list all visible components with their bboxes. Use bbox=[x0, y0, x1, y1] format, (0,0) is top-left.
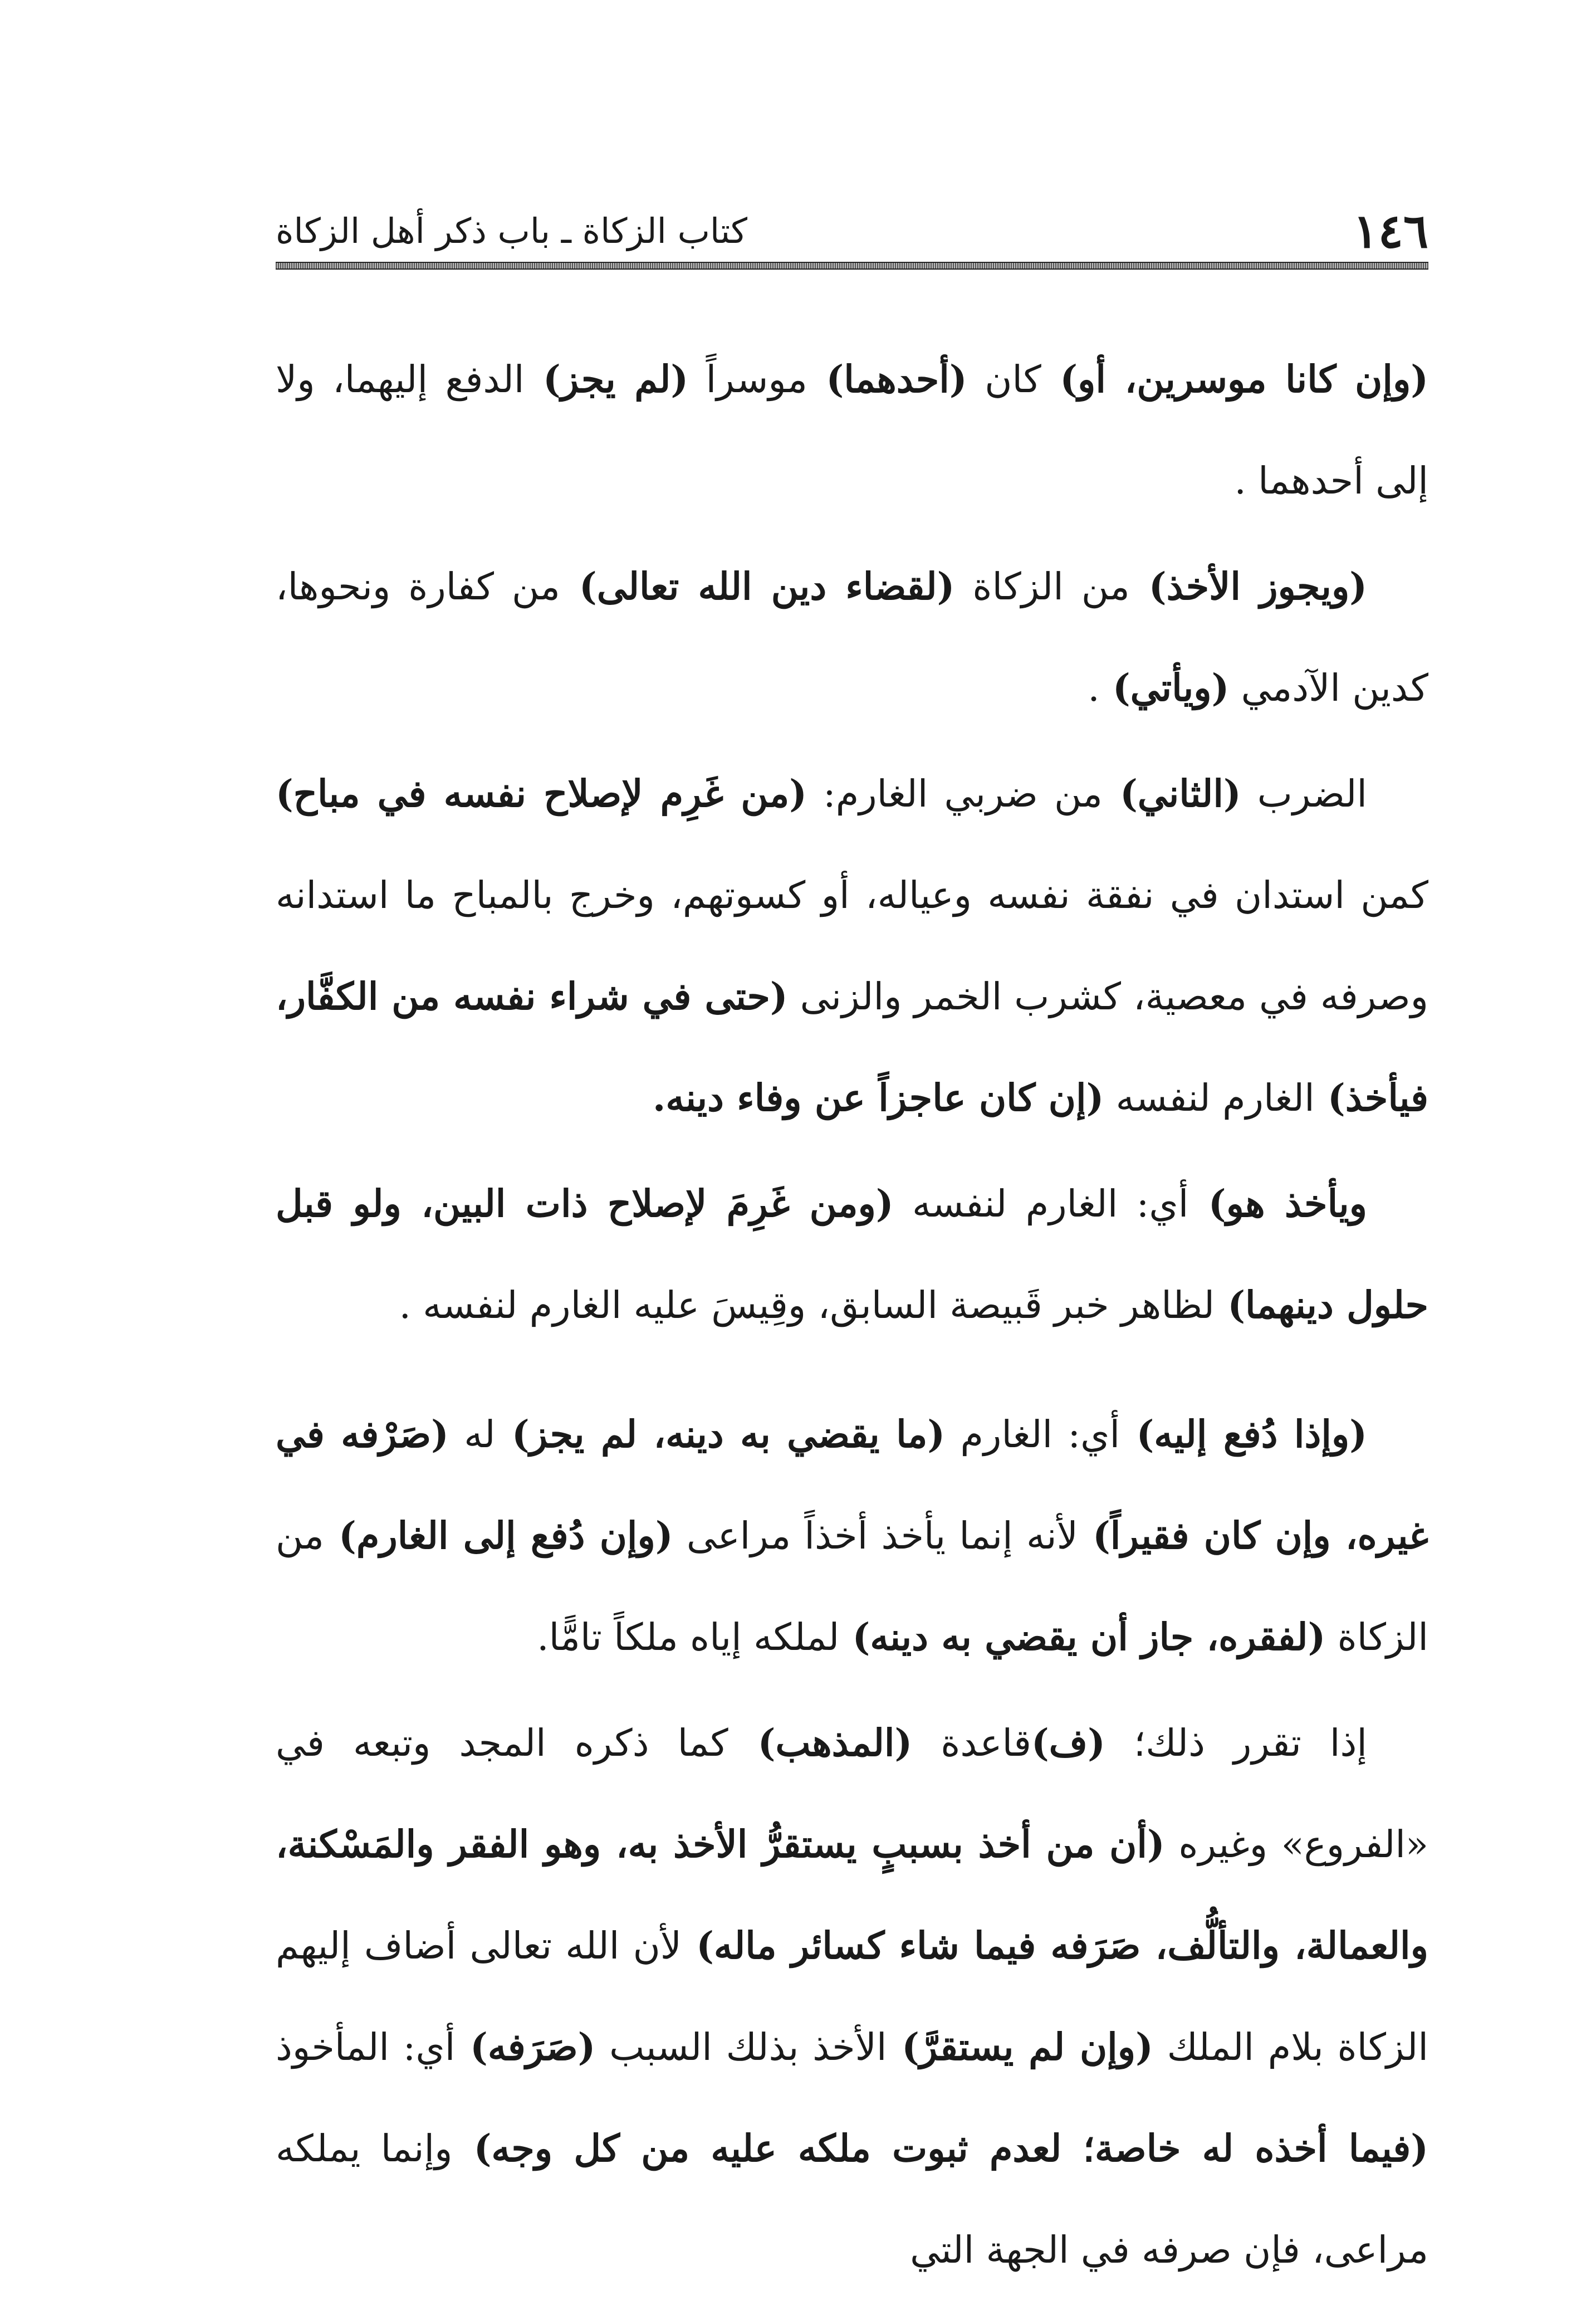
bold-matn-text: (ومن غَرِمَ لإصلاح ذات البين، ولو قبل حلول دينهما) bbox=[276, 1181, 1428, 1327]
commentary-text: كمن استدان في نفقة نفسه وعياله، أو كسوتهم، وخرج بالمباح ما استدانه وصرفه في معصية، كشرب الخمر والزنى bbox=[276, 873, 1428, 1018]
running-title: كتاب الزكاة ـ باب ذكر أهل الزكاة bbox=[276, 211, 748, 251]
bold-matn-text: (ما يقضي به دينه، لم يجز) bbox=[495, 1412, 946, 1456]
paragraph bbox=[276, 1153, 1428, 1356]
bold-matn-text: (صَرَفه) bbox=[455, 2025, 596, 2069]
header-divider bbox=[276, 262, 1428, 270]
commentary-text: لأن الله تعالى أضاف إليهم الزكاة بلام الملك bbox=[276, 1924, 1428, 2069]
commentary-text: إذا تقرر ذلك؛ bbox=[1105, 1721, 1367, 1765]
body-text bbox=[276, 329, 1428, 2305]
bold-matn-text: (ويجوز الأخذ) bbox=[1129, 564, 1368, 608]
commentary-text: كما ذكره المجد وتبعه في «الفروع» وغيره bbox=[276, 1721, 1428, 1866]
commentary-text: كان bbox=[967, 358, 1041, 401]
paragraph bbox=[276, 743, 1428, 1149]
commentary-text: موسراً bbox=[688, 358, 807, 401]
bold-matn-text: (ف) bbox=[1031, 1721, 1105, 1765]
commentary-text: من ضربي الغارم: bbox=[806, 772, 1103, 815]
commentary-text: الأخذ بذلك السبب bbox=[595, 2025, 887, 2069]
bold-matn-text: (أن من أخذ بسببٍ يستقرُّ الأخذ به، وهو الفقر والمَسْكنة، والعمالة، والتألُّف، صَرَفه فيما شاء كسائر ماله) bbox=[276, 1822, 1428, 1967]
commentary-text: لظاهر خبر قَبيصة السابق، وقِيسَ عليه الغارم لنفسه . bbox=[399, 1283, 1215, 1327]
paragraph bbox=[276, 536, 1428, 739]
commentary-text: لأنه إنما يأخذ أخذاً مراعى bbox=[673, 1514, 1078, 1557]
bold-matn-text: (الثاني) bbox=[1102, 771, 1241, 815]
commentary-text: أي: الغارم لنفسه bbox=[893, 1182, 1189, 1225]
bold-matn-text: (من غَرِم لإصلاح نفسه في مباح) bbox=[276, 771, 807, 815]
bold-matn-text: (وإن لم يستقرَّ) bbox=[887, 2025, 1153, 2069]
commentary-text: الدفع إليهما، ولا إلى أحدهما . bbox=[276, 358, 1428, 502]
bold-matn-text: (وإن دُفع إلى الغارم) bbox=[324, 1513, 673, 1557]
commentary-text: الضرب bbox=[1241, 772, 1367, 815]
bold-matn-text: (فيما أخذه له خاصة؛ لعدم ثبوت ملكه عليه من كل وجه) bbox=[452, 2126, 1428, 2170]
commentary-text: قاعدة bbox=[912, 1721, 1031, 1765]
commentary-text: وإنما يملكه مراعى، فإن صرفه في الجهة التي bbox=[276, 2127, 1428, 2272]
paragraph bbox=[276, 1384, 1428, 1688]
bold-matn-text: (ويأتي) bbox=[1099, 666, 1230, 710]
bold-matn-text: ويأخذ هو) bbox=[1188, 1181, 1368, 1225]
bold-matn-text: (لم يجز) bbox=[524, 357, 689, 401]
paragraph bbox=[276, 329, 1428, 531]
page-header bbox=[276, 203, 1428, 258]
bold-matn-text: (وإن كانا موسرين، أو) bbox=[1041, 357, 1429, 401]
bold-matn-text: (وإذا دُفع إليه) bbox=[1120, 1412, 1367, 1456]
bold-matn-text: (إن كان عاجزاً عن وفاء دينه. bbox=[653, 1076, 1104, 1120]
commentary-text: من كفارة ونحوها، كدين الآدمي bbox=[276, 565, 1428, 710]
bold-matn-text: (حتى في شراء نفسه من الكفَّار، فيأخذ) bbox=[276, 974, 1428, 1120]
commentary-text: من الزكاة bbox=[954, 565, 1130, 608]
commentary-text: الغارم لنفسه bbox=[1104, 1076, 1315, 1120]
commentary-text: لملكه إياه ملكاً تامًّا. bbox=[537, 1615, 840, 1659]
page-number: ١٤٦ bbox=[1353, 203, 1428, 258]
bold-matn-text: (أحدهما) bbox=[807, 357, 967, 401]
commentary-text: أي: الغارم bbox=[945, 1413, 1120, 1456]
bold-matn-text: (المذهب) bbox=[728, 1721, 913, 1765]
bold-matn-text: (لفقره، جاز أن يقضي به دينه) bbox=[839, 1615, 1326, 1659]
bold-matn-text: (لقضاء دين الله تعالى) bbox=[560, 564, 955, 608]
commentary-text: أي: المأخوذ bbox=[276, 2025, 456, 2069]
bold-matn-text: (صَرْفه في غيره، وإن كان فقيراً) bbox=[276, 1412, 1428, 1557]
paragraph bbox=[276, 1692, 1428, 2301]
commentary-text: له bbox=[448, 1413, 496, 1456]
commentary-text: . bbox=[1088, 666, 1100, 710]
commentary-text: من الزكاة bbox=[276, 1514, 1428, 1659]
